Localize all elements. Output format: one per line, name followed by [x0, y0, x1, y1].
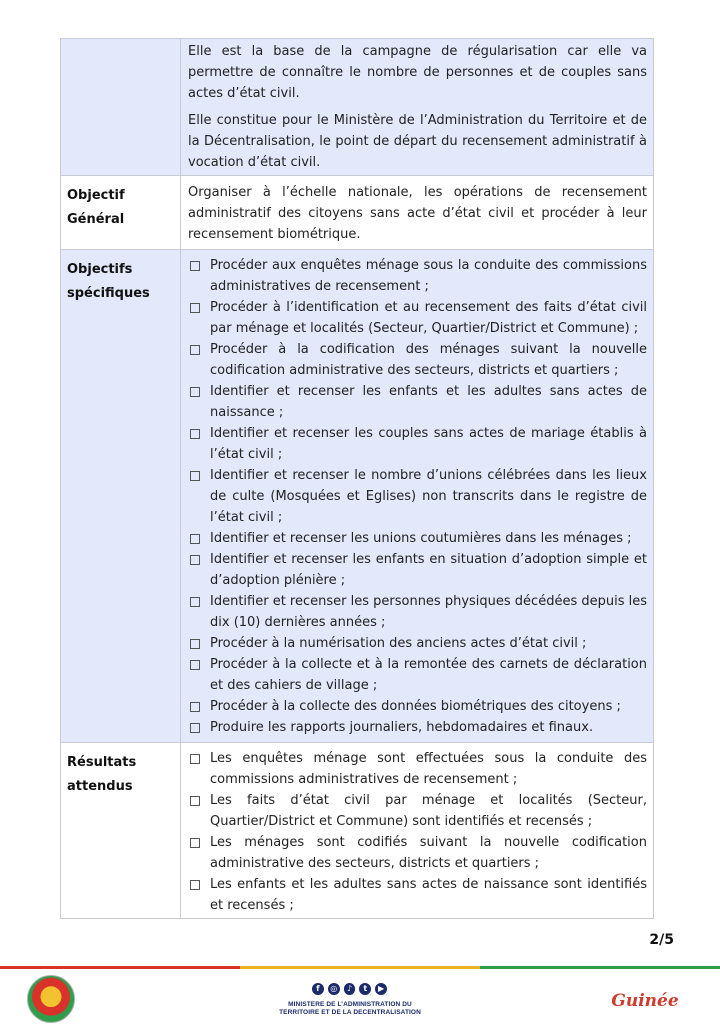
list-item	[188, 591, 647, 633]
list-item	[188, 790, 647, 832]
list-item	[188, 696, 647, 717]
ministry-line: TERRITOIRE ET DE LA DECENTRALISATION	[279, 1009, 421, 1016]
objectifs-specifiques-label	[61, 250, 181, 743]
list-item-text: Identifier et recenser les personnes physiques décédées depuis les dix (10) dernières années ;	[210, 594, 647, 630]
checkbox-square-icon	[190, 796, 200, 806]
checkbox-square-icon	[190, 880, 200, 890]
label-line: Objectif	[67, 188, 125, 203]
label-line: attendus	[67, 779, 133, 794]
checkbox-square-icon	[190, 702, 200, 712]
table-row-resultats-attendus	[61, 743, 654, 919]
list-item-text: Procéder à l’identification et au recensement des faits d’état civil par ménage et localités (Secteur, Quartier/District et Commune) ;	[210, 300, 647, 336]
checkbox-square-icon	[190, 261, 200, 271]
list-item-text: Les ménages sont codifiés suivant la nouvelle codification administrative des secteurs, districts et quartiers ;	[210, 835, 647, 871]
intro-paragraph-1: Elle est la base de la campagne de régularisation car elle va permettre de connaître le nombre de personnes et de couples sans actes d’état civil.	[188, 44, 647, 101]
checkbox-square-icon	[190, 429, 200, 439]
list-item	[188, 339, 647, 381]
ministry-name	[250, 1001, 450, 1017]
list-item	[188, 549, 647, 591]
twitter-icon[interactable]: t	[359, 983, 371, 995]
tiktok-icon[interactable]: ♪	[344, 983, 356, 995]
checkbox-square-icon	[190, 555, 200, 565]
list-item-text: Identifier et recenser les unions coutumières dans les ménages ;	[210, 531, 632, 546]
resultats-list	[188, 748, 647, 916]
list-item-text: Procéder à la numérisation des anciens actes d’état civil ;	[210, 636, 587, 651]
table-row-objectifs-specifiques	[61, 250, 654, 743]
document-table	[60, 38, 654, 919]
list-item	[188, 874, 647, 916]
social-icons	[312, 983, 387, 997]
list-item	[188, 297, 647, 339]
list-item-text: Procéder à la codification des ménages suivant la nouvelle codification administrative des secteurs, districts et quartiers ;	[210, 342, 647, 378]
list-item	[188, 528, 647, 549]
youtube-icon[interactable]: ▶	[375, 983, 387, 995]
checkbox-square-icon	[190, 534, 200, 544]
objectifs-specifiques-content	[181, 250, 654, 743]
list-item	[188, 748, 647, 790]
checkbox-square-icon	[190, 754, 200, 764]
page-number: 2/5	[649, 932, 674, 948]
list-item-text: Les enquêtes ménage sont effectuées sous la conduite des commissions administratives de recensement ;	[210, 751, 647, 787]
label-cell-empty	[61, 39, 181, 176]
ministry-line: MINISTERE DE L’ADMINISTRATION DU	[288, 1001, 412, 1008]
list-item	[188, 381, 647, 423]
checkbox-square-icon	[190, 723, 200, 733]
intro-paragraph-2: Elle constitue pour le Ministère de l’Administration du Territoire et de la Décentralisation, le point de départ du recensement administratif à vocation d’état civil.	[188, 113, 647, 170]
list-item-text: Produire les rapports journaliers, hebdomadaires et finaux.	[210, 720, 594, 735]
label-line: Résultats	[67, 755, 137, 770]
table-row-objectif-general	[61, 176, 654, 250]
list-item-text: Identifier et recenser les couples sans actes de mariage établis à l’état civil ;	[210, 426, 647, 462]
label-line: Général	[67, 212, 125, 227]
list-item-text: Procéder à la collecte et à la remontée des carnets de déclaration et des cahiers de village ;	[210, 657, 647, 693]
checkbox-square-icon	[190, 838, 200, 848]
list-item	[188, 633, 647, 654]
objectifs-list	[188, 255, 647, 738]
page-footer	[0, 969, 720, 1024]
objectif-general-label	[61, 176, 181, 250]
facebook-icon[interactable]: f	[312, 983, 324, 995]
checkbox-square-icon	[190, 597, 200, 607]
list-item	[188, 654, 647, 696]
list-item-text: Identifier et recenser les enfants en situation d’adoption simple et d’adoption plénière ;	[210, 552, 647, 588]
checkbox-square-icon	[190, 660, 200, 670]
list-item-text: Identifier et recenser les enfants et les adultes sans actes de naissance ;	[210, 384, 647, 420]
label-line: Objectifs	[67, 262, 133, 277]
list-item-text: Identifier et recenser le nombre d’unions célébrées dans les lieux de culte (Mosquées et Eglises) non transcrits dans le registre de l’état civil ;	[210, 468, 647, 525]
guinee-brand-logo: Guinée	[611, 991, 679, 1011]
checkbox-square-icon	[190, 639, 200, 649]
list-item	[188, 717, 647, 738]
checkbox-square-icon	[190, 303, 200, 313]
list-item	[188, 832, 647, 874]
objectif-general-content	[181, 176, 654, 250]
resultats-attendus-content	[181, 743, 654, 919]
list-item-text: Procéder à la collecte des données biométriques des citoyens ;	[210, 699, 621, 714]
table-row-intro	[61, 39, 654, 176]
list-item-text: Les faits d’état civil par ménage et localités (Secteur, Quartier/District et Commune) sont identifiés et recensés ;	[210, 793, 647, 829]
checkbox-square-icon	[190, 345, 200, 355]
checkbox-square-icon	[190, 471, 200, 481]
instagram-icon[interactable]: ◎	[328, 983, 340, 995]
checkbox-square-icon	[190, 387, 200, 397]
resultats-attendus-label	[61, 743, 181, 919]
list-item	[188, 423, 647, 465]
list-item-text: Procéder aux enquêtes ménage sous la conduite des commissions administratives de recensement ;	[210, 258, 647, 294]
list-item-text: Les enfants et les adultes sans actes de naissance sont identifiés et recensés ;	[210, 877, 647, 913]
list-item	[188, 465, 647, 528]
intro-content	[181, 39, 654, 176]
objectif-general-text: Organiser à l’échelle nationale, les opérations de recensement administratif des citoyens sans acte d’état civil et procéder à leur recensement biométrique.	[188, 185, 647, 242]
ministry-emblem-logo	[27, 975, 75, 1023]
list-item	[188, 255, 647, 297]
label-line: spécifiques	[67, 286, 150, 301]
